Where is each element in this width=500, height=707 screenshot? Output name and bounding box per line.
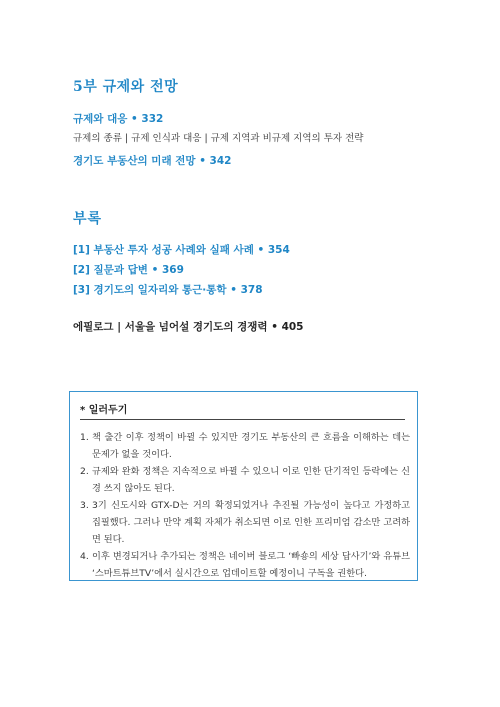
- notice-item-number: 2.: [80, 466, 89, 477]
- notice-divider: [80, 419, 405, 420]
- notice-item-text: 이후 변경되거나 추가되는 정책은 네이버 블로그 ‘빠숑의 세상 답사기’와 유튜브 ‘스마트튜브TV’에서 실시간으로 업데이트할 예정이니 구독을 권한다.: [92, 551, 410, 579]
- notice-item-text: 규제와 완화 정책은 지속적으로 바뀔 수 있으니 이로 인한 단기적인 등락에는 신경 쓰지 않아도 된다.: [92, 466, 410, 494]
- toc-entry-epilogue[interactable]: 에필로그 | 서울을 넘어설 경기도의 경쟁력 • 405: [73, 321, 304, 333]
- notice-item-number: 4.: [80, 551, 89, 562]
- toc-entry-regulation-sections: 규제의 종류 | 규제 인식과 대응 | 규제 지역과 비규제 지역의 투자 전략: [73, 133, 364, 144]
- part5-title: 5부 규제와 전망: [73, 79, 179, 95]
- toc-entry-regulation[interactable]: 규제와 대응 • 332: [73, 113, 164, 125]
- notice-item-text: 책 출간 이후 정책이 바뀔 수 있지만 경기도 부동산의 큰 흐름을 이해하는 데는 문제가 없을 것이다.: [92, 432, 410, 460]
- notice-box: [69, 391, 418, 581]
- toc-entry-future-outlook[interactable]: 경기도 부동산의 미래 전망 • 342: [73, 155, 232, 167]
- notice-item-text: 3기 신도시와 GTX-D는 거의 확정되었거나 추진될 가능성이 높다고 가정하고 집필했다. 그러나 만약 계획 자체가 취소되면 이로 인한 프리미엄 감소만 고려하면 된다.: [92, 500, 410, 545]
- notice-title: * 일러두기: [80, 405, 128, 416]
- notice-item: [80, 463, 410, 497]
- notice-item: [80, 548, 410, 582]
- notice-list: [80, 429, 410, 582]
- notice-item-number: 1.: [80, 432, 89, 443]
- toc-entry-appendix-1[interactable]: [1] 부동산 투자 성공 사례와 실패 사례 • 354: [73, 244, 290, 256]
- toc-entry-appendix-2[interactable]: [2] 질문과 답변 • 369: [73, 264, 184, 276]
- notice-item: [80, 497, 410, 548]
- appendix-title: 부록: [73, 211, 103, 227]
- notice-item-number: 3.: [80, 500, 89, 511]
- toc-entry-appendix-3[interactable]: [3] 경기도의 일자리와 통근·통학 • 378: [73, 284, 263, 296]
- notice-item: [80, 429, 410, 463]
